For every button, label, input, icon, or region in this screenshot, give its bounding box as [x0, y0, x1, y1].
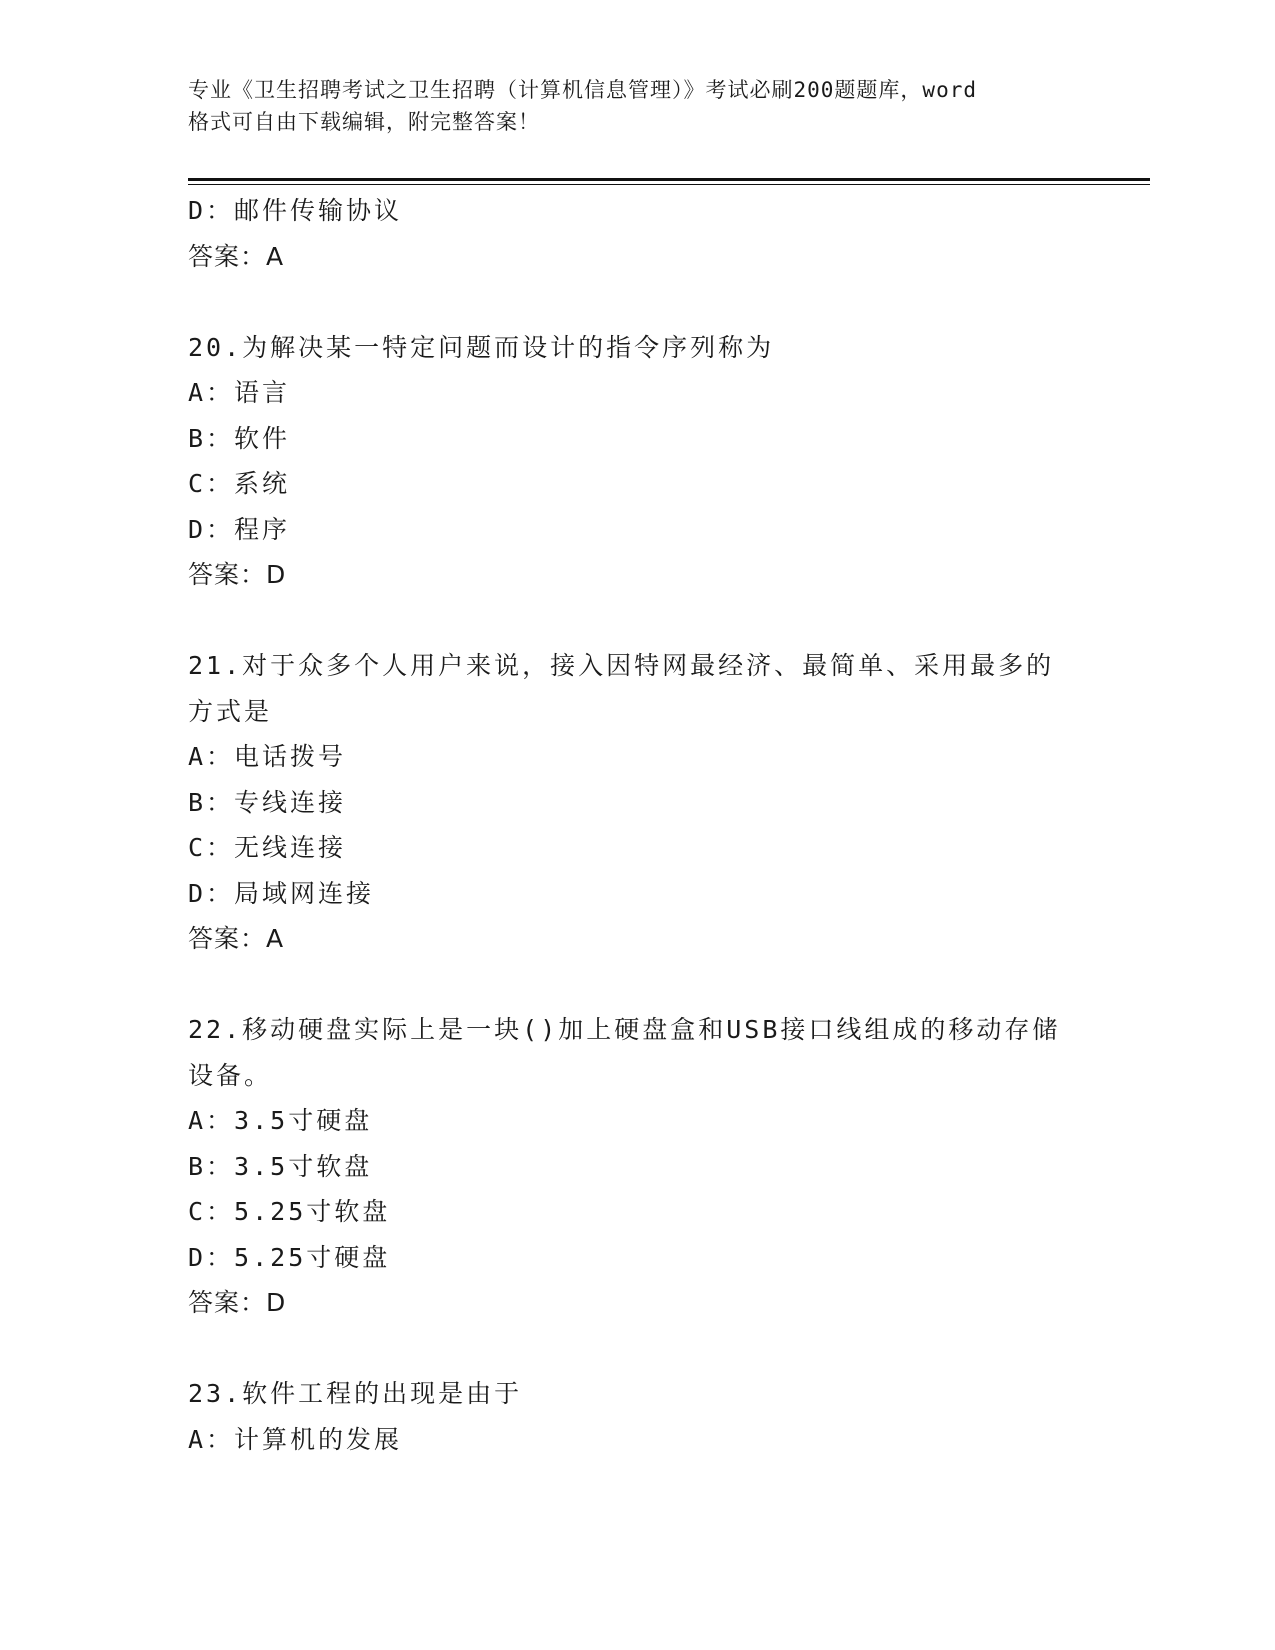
header-title-line-1: 专业《卫生招聘考试之卫生招聘（计算机信息管理）》考试必刷200题题库，word	[188, 78, 977, 102]
option-d: D：邮件传输协议	[188, 196, 403, 225]
question-block-23	[188, 1371, 1088, 1462]
option-d: D：程序	[188, 514, 291, 544]
answer-line: 答案：A	[188, 241, 285, 271]
header-rule-thin	[188, 184, 1150, 185]
option-d: D：局域网连接	[188, 878, 375, 908]
spacer	[188, 962, 1088, 1008]
answer-line: 答案：D	[188, 560, 287, 589]
header-rule-thick	[188, 178, 1150, 181]
question-text: 23.软件工程的出现是由于	[188, 1379, 523, 1408]
question-text-line-2: 方式是	[188, 696, 273, 726]
option-c: C：5.25寸软盘	[188, 1197, 391, 1226]
question-block-prev	[188, 188, 1088, 279]
question-text-line-1: 22.移动硬盘实际上是一块()加上硬盘盒和USB接口线组成的移动存储	[188, 1015, 1061, 1044]
answer-line: 答案：A	[188, 924, 285, 953]
option-c: C：无线连接	[188, 833, 347, 862]
option-b: B：专线连接	[188, 787, 347, 817]
option-a: A：电话拨号	[188, 742, 347, 771]
question-text: 20.为解决某一特定问题而设计的指令序列称为	[188, 332, 775, 362]
option-c: C：系统	[188, 469, 291, 498]
spacer	[188, 279, 1088, 325]
option-d: D：5.25寸硬盘	[188, 1242, 391, 1272]
question-text-line-2: 设备。	[188, 1060, 273, 1090]
question-list	[188, 188, 1088, 1462]
question-block-22	[188, 1007, 1088, 1326]
spacer	[188, 598, 1088, 644]
option-b: B：软件	[188, 423, 291, 453]
question-text-line-1: 21.对于众多个人用户来说，接入因特网最经济、最简单、采用最多的	[188, 651, 1055, 680]
document-header	[188, 74, 1088, 138]
option-a: A：3.5寸硬盘	[188, 1106, 373, 1135]
option-b: B：3.5寸软盘	[188, 1151, 373, 1181]
option-a: A：计算机的发展	[188, 1424, 403, 1454]
answer-line: 答案：D	[188, 1288, 287, 1317]
spacer	[188, 1326, 1088, 1372]
question-block-20	[188, 325, 1088, 598]
option-a: A：语言	[188, 378, 291, 407]
question-block-21	[188, 643, 1088, 962]
header-title-line-2: 格式可自由下载编辑，附完整答案！	[188, 110, 540, 134]
